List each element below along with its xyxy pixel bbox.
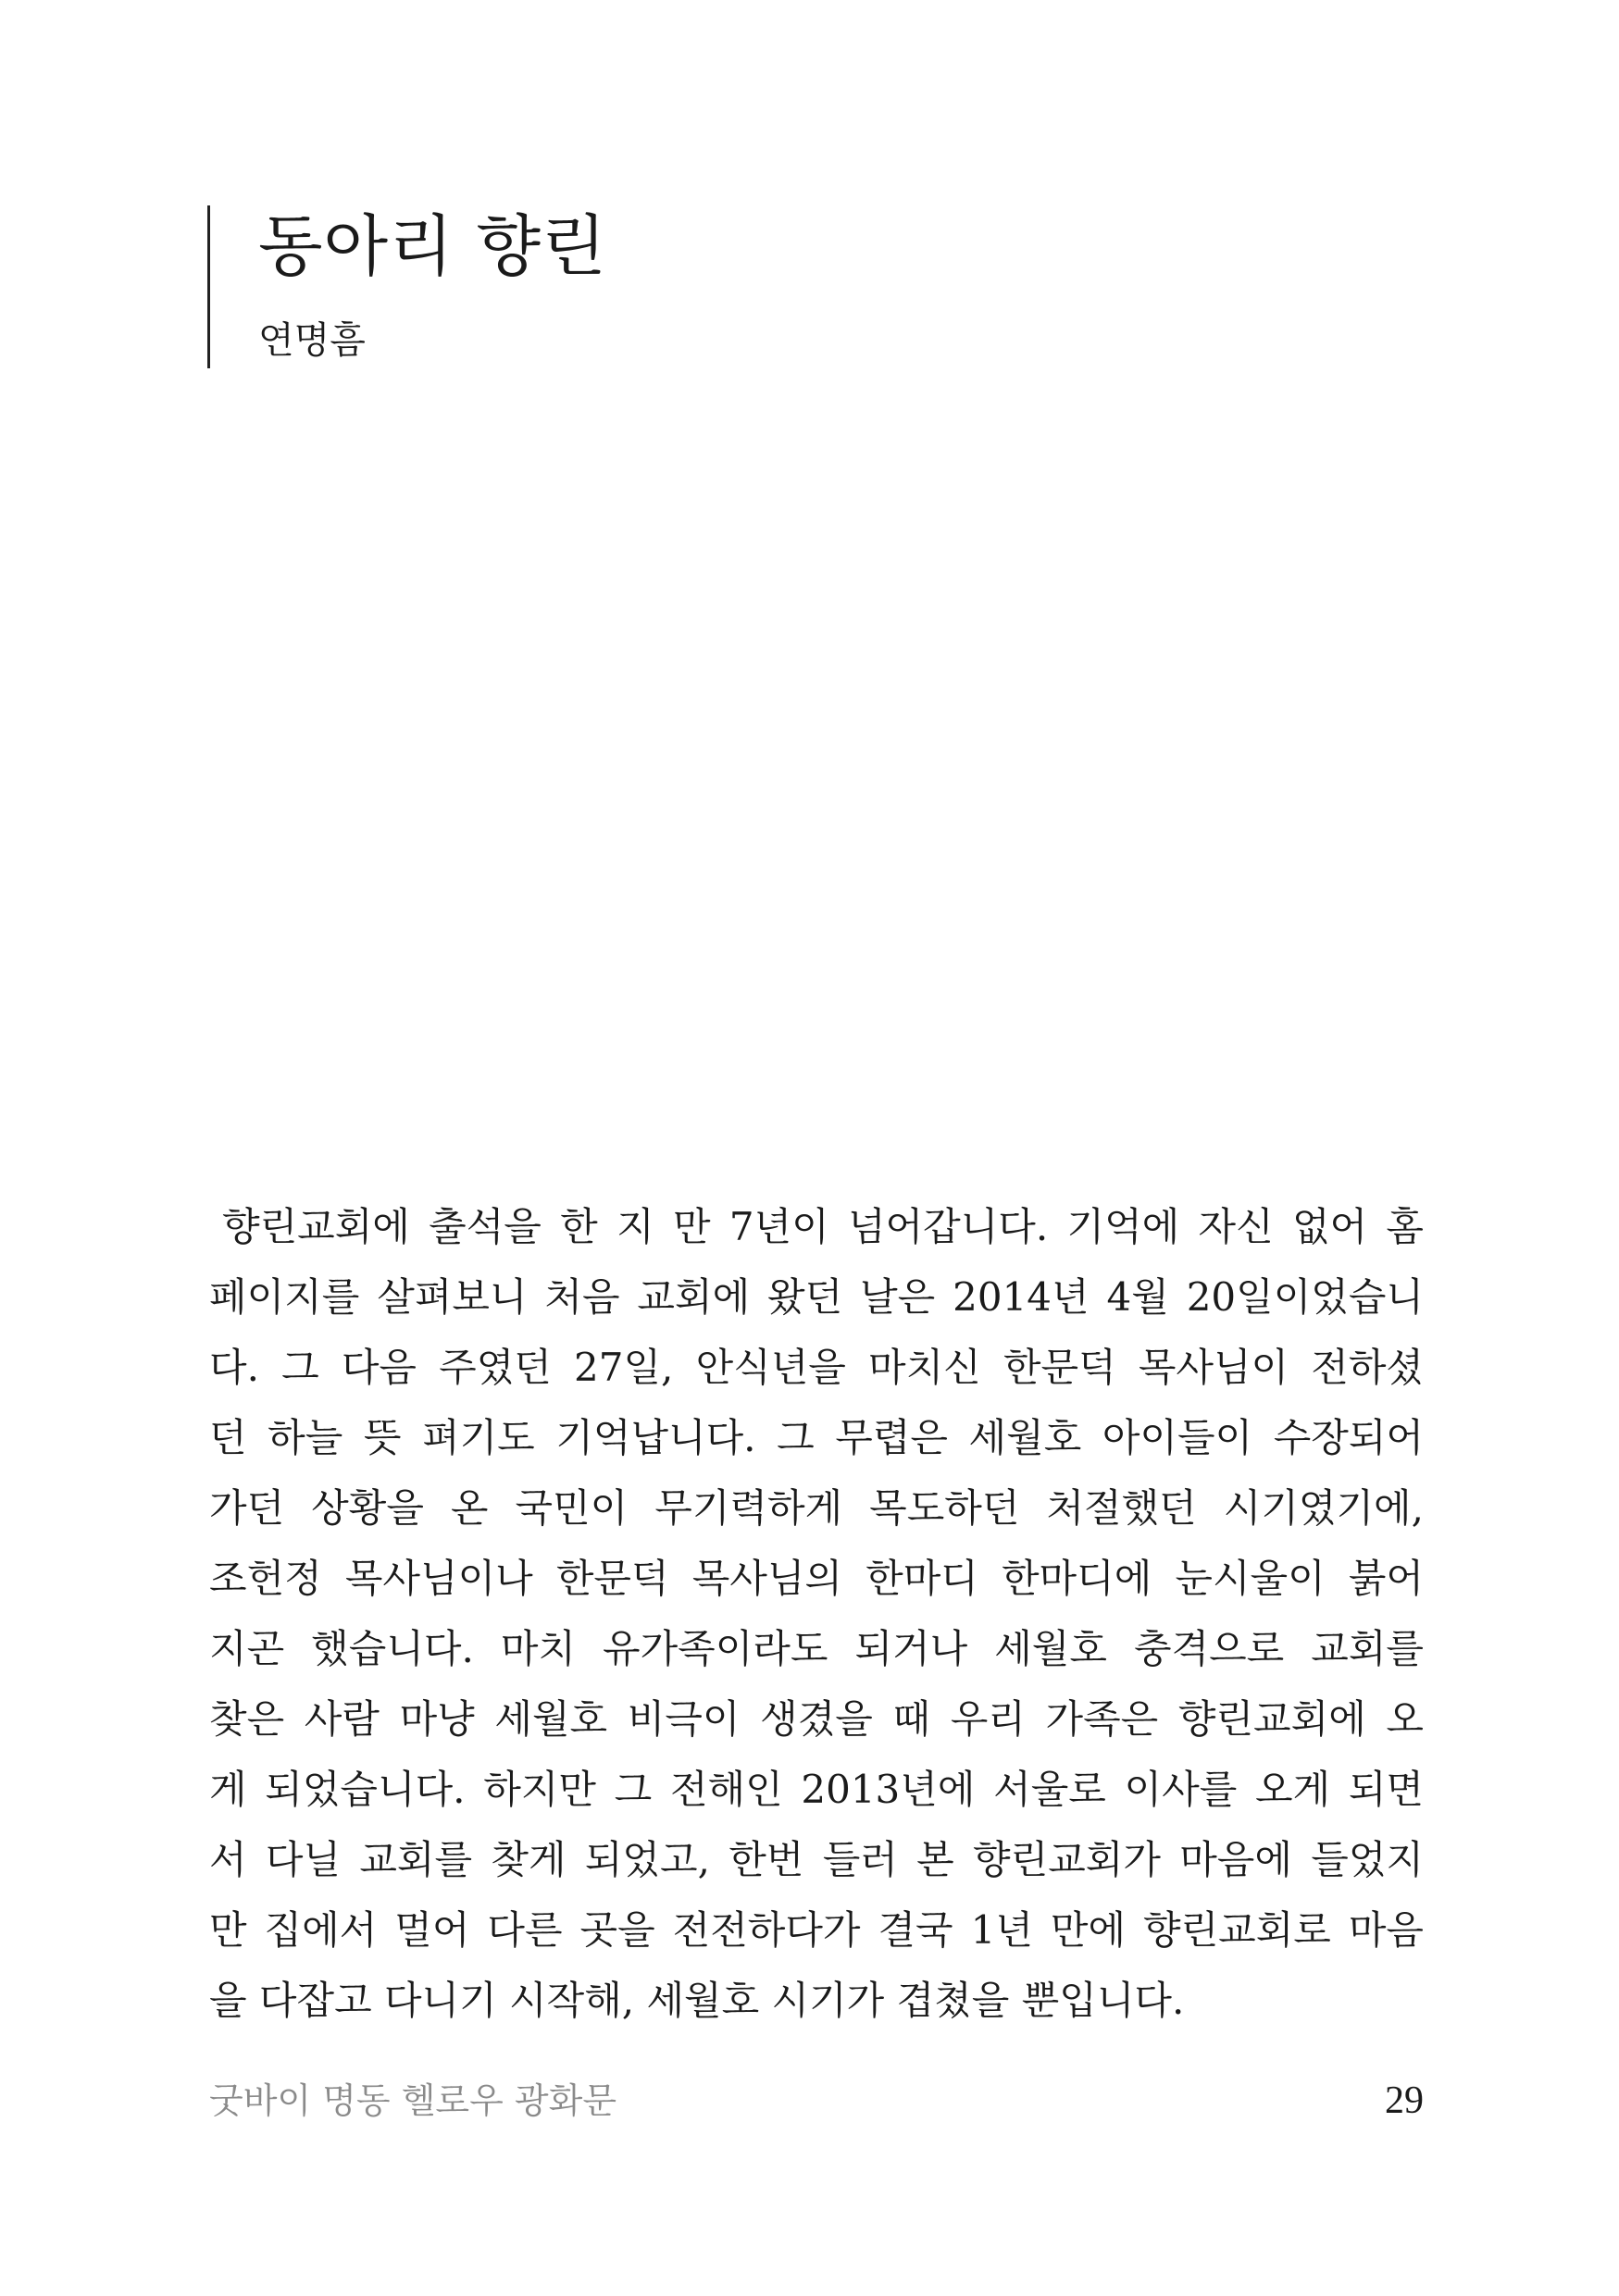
body-line: 게 되었습니다. 하지만 그 전해인 2013년에 서울로 이사를 오게 되면 (209, 1767, 1424, 1812)
page-number: 29 (1385, 2079, 1424, 2122)
body-line: 던 하늘 뜻 펴기도 기억납니다. 그 무렵은 세월호 아이들이 수장되어 (209, 1415, 1424, 1460)
body-text (209, 1192, 1424, 2036)
body-line: 지곤 했습니다. 마치 유가족이라도 되거나 세월호 충격으로 교회를 (209, 1626, 1424, 1671)
body-line: 조헌정 목사님이나 한문덕 목사님의 한마디 한마디에 눈시울이 붉어 (209, 1556, 1424, 1601)
page-footer (209, 2073, 1424, 2128)
title-block (207, 205, 607, 368)
body-line: 가던 상황을 온 국민이 무기력하게 목도하던 처절했던 시기였기에, (209, 1485, 1424, 1531)
body-line: 만 집에서 멀어 다른 곳을 전전하다가 결국 1년 만에 향린교회로 마음 (209, 1907, 1424, 1953)
article-title: 동아리 향린 (258, 207, 607, 285)
body-line: 페이지를 살펴보니 처음 교회에 왔던 날은 2014년 4월 20일이었습니 (209, 1274, 1424, 1320)
footer-book-title: 굿바이 명동 헬로우 광화문 (209, 2080, 617, 2121)
body-line: 을 다잡고 다니기 시작해, 세월호 시기가 겹쳤을 뿐입니다. (209, 1978, 1185, 2023)
body-line: 서 다닐 교회를 찾게 되었고, 한번 들러 본 향린교회가 마음에 들었지 (209, 1837, 1424, 1882)
body-line: 찾은 사람 마냥 세월호 비극이 생겼을 때 우리 가족은 향린교회에 오 (209, 1696, 1424, 1742)
article-author: 연명흠 (258, 319, 366, 362)
body-line: 다. 그 다음 주였던 27일, 안식년을 마치신 한문덕 목사님이 전하셨 (209, 1345, 1424, 1390)
body-line: 향린교회에 출석을 한 지 만 7년이 넘어갑니다. 기억에 자신 없어 홈 (222, 1204, 1424, 1249)
